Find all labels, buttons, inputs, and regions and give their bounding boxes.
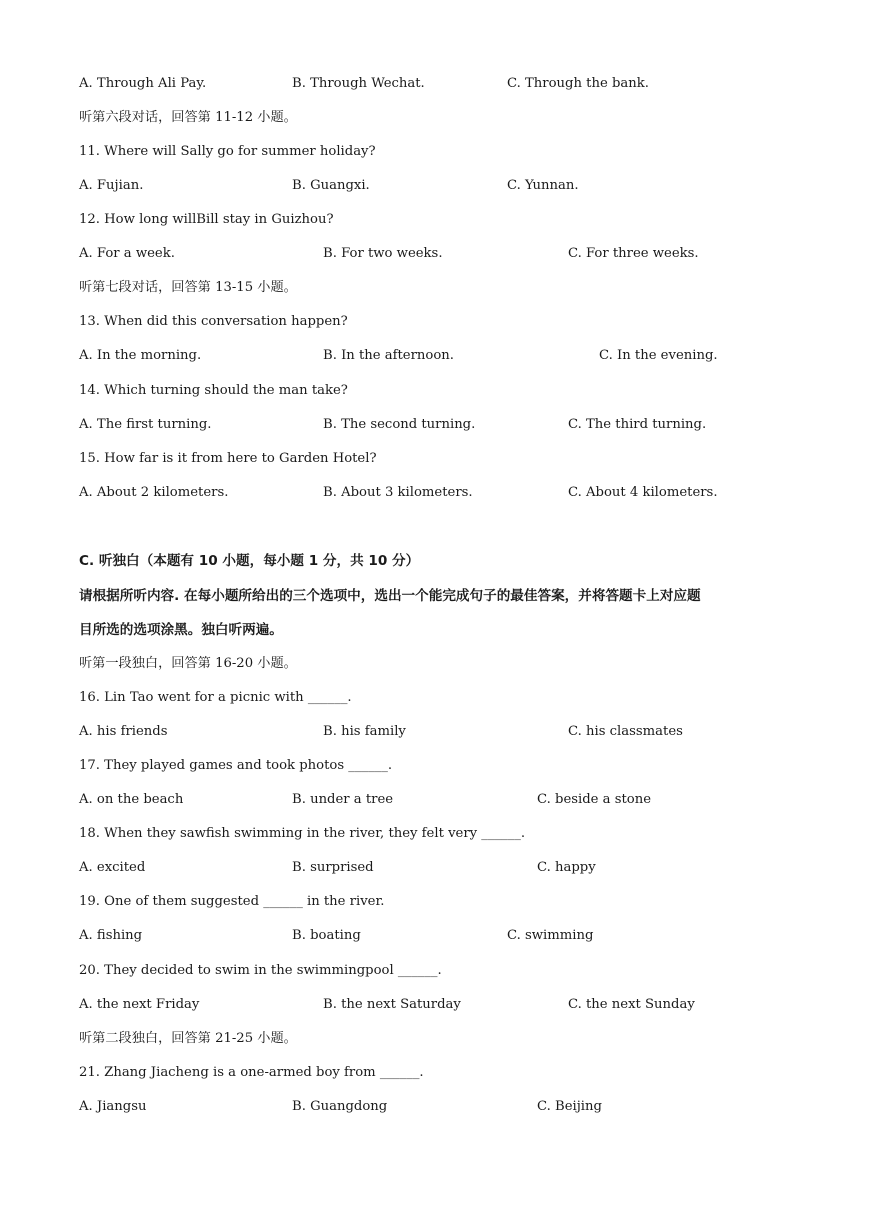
answer-option: A. The first turning. bbox=[79, 417, 212, 432]
question-line: 听第七段对话，回答第 13-15 小题。 bbox=[79, 280, 297, 295]
answer-option: B. surprised bbox=[292, 860, 374, 875]
question-line: 16. Lin Tao went for a picnic with ______. bbox=[79, 690, 352, 705]
question-line: 19. One of them suggested ______ in the river. bbox=[79, 894, 385, 909]
answer-option: A. Jiangsu bbox=[79, 1099, 147, 1114]
section-heading: 请根据所听内容. 在每小题所给出的三个选项中，选出一个能完成句子的最佳答案，并将答题卡上对应题 bbox=[79, 588, 701, 604]
answer-option: B. under a tree bbox=[292, 792, 394, 807]
answer-option: A. on the beach bbox=[79, 792, 184, 807]
answer-option: C. the next Sunday bbox=[568, 997, 695, 1012]
answer-option: A. Fujian. bbox=[79, 178, 144, 193]
answer-option: B. Guangdong bbox=[292, 1099, 388, 1114]
answer-option: C. Yunnan. bbox=[507, 178, 579, 193]
answer-option: C. beside a stone bbox=[537, 792, 652, 807]
question-line: 12. How long willBill stay in Guizhou? bbox=[79, 212, 334, 227]
answer-option: B. About 3 kilometers. bbox=[323, 485, 473, 500]
answer-option: B. For two weeks. bbox=[323, 246, 443, 261]
answer-option: B. The second turning. bbox=[323, 417, 476, 432]
answer-option: B. boating bbox=[292, 928, 361, 943]
answer-option: B. his family bbox=[323, 724, 406, 739]
answer-option: C. happy bbox=[537, 860, 596, 875]
question-line: 17. They played games and took photos ______. bbox=[79, 758, 393, 773]
answer-option: B. Guangxi. bbox=[292, 178, 370, 193]
answer-option: A. In the morning. bbox=[79, 348, 202, 363]
answer-option: A. fishing bbox=[79, 928, 143, 943]
question-line: 听第二段独白，回答第 21-25 小题。 bbox=[79, 1031, 297, 1046]
answer-option: A. For a week. bbox=[79, 246, 175, 261]
question-line: 20. They decided to swim in the swimmingpool ______. bbox=[79, 963, 442, 978]
question-line: 15. How far is it from here to Garden Hotel? bbox=[79, 451, 377, 466]
answer-option: A. Through Ali Pay. bbox=[79, 76, 207, 91]
answer-option: A. his friends bbox=[79, 724, 168, 739]
answer-option: C. In the evening. bbox=[599, 348, 718, 363]
answer-option: A. excited bbox=[79, 860, 146, 875]
question-line: 听第六段对话，回答第 11-12 小题。 bbox=[79, 110, 297, 125]
question-line: 听第一段独白，回答第 16-20 小题。 bbox=[79, 656, 297, 671]
answer-option: B. In the afternoon. bbox=[323, 348, 454, 363]
answer-option: C. swimming bbox=[507, 928, 594, 943]
answer-option: C. About 4 kilometers. bbox=[568, 485, 718, 500]
question-line: 14. Which turning should the man take? bbox=[79, 383, 348, 398]
question-line: 11. Where will Sally go for summer holiday? bbox=[79, 144, 376, 159]
section-heading: 目所选的选项涂黑。独白听两遍。 bbox=[79, 622, 283, 638]
answer-option: C. For three weeks. bbox=[568, 246, 699, 261]
question-line: 18. When they sawfish swimming in the river, they felt very ______. bbox=[79, 826, 526, 841]
answer-option: C. The third turning. bbox=[568, 417, 707, 432]
question-line: 13. When did this conversation happen? bbox=[79, 314, 348, 329]
answer-option: C. Beijing bbox=[537, 1099, 602, 1114]
answer-option: A. About 2 kilometers. bbox=[79, 485, 229, 500]
answer-option: B. the next Saturday bbox=[323, 997, 461, 1012]
question-line: 21. Zhang Jiacheng is a one-armed boy from ______. bbox=[79, 1065, 424, 1080]
answer-option: C. his classmates bbox=[568, 724, 683, 739]
answer-option: A. the next Friday bbox=[79, 997, 200, 1012]
answer-option: B. Through Wechat. bbox=[292, 76, 425, 91]
section-heading: C. 听独白（本题有 10 小题，每小题 1 分，共 10 分） bbox=[79, 553, 420, 569]
answer-option: C. Through the bank. bbox=[507, 76, 649, 91]
